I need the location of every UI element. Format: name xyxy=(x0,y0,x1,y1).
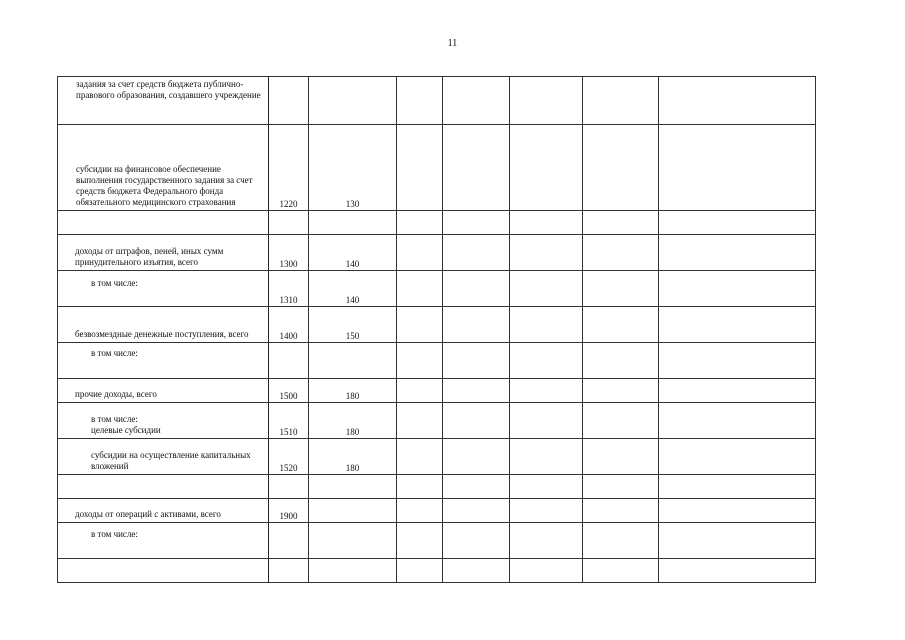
table-row xyxy=(58,211,816,235)
table-row xyxy=(58,77,816,125)
line-code: 1310 xyxy=(269,271,309,307)
table-row xyxy=(58,307,816,343)
line-code xyxy=(269,523,309,559)
kosgu-code: 140 xyxy=(309,235,397,271)
row-label xyxy=(58,412,268,438)
row-label: доходы от операций с активами, всего xyxy=(75,509,221,519)
table-row xyxy=(58,559,816,583)
row-label: субсидии на осуществление капитальных вложений xyxy=(91,450,251,471)
line-code xyxy=(269,559,309,583)
table-row xyxy=(58,343,816,379)
row-label: безвозмездные денежные поступления, всего xyxy=(75,329,249,339)
kosgu-code: 140 xyxy=(309,271,397,307)
kosgu-code xyxy=(309,499,397,523)
line-code: 1300 xyxy=(269,235,309,271)
line-code xyxy=(269,343,309,379)
line-code: 1400 xyxy=(269,307,309,343)
kosgu-code: 180 xyxy=(309,403,397,439)
row-label-intro: в том числе: xyxy=(91,414,138,424)
line-code: 1500 xyxy=(269,379,309,403)
kosgu-code xyxy=(309,77,397,125)
table-row xyxy=(58,235,816,271)
table-row xyxy=(58,499,816,523)
table-row xyxy=(58,125,816,211)
table-row xyxy=(58,271,816,307)
row-label: прочие доходы, всего xyxy=(75,389,157,399)
row-label: в том числе: xyxy=(91,278,138,288)
kosgu-code xyxy=(309,211,397,235)
kosgu-code xyxy=(309,475,397,499)
line-code: 1510 xyxy=(269,403,309,439)
row-label xyxy=(58,494,268,498)
kosgu-code xyxy=(309,343,397,379)
budget-table xyxy=(57,76,816,583)
line-code: 1900 xyxy=(269,499,309,523)
row-label-item: целевые субсидии xyxy=(91,425,161,435)
line-code xyxy=(269,77,309,125)
table-row xyxy=(58,523,816,559)
table-row xyxy=(58,439,816,475)
line-code xyxy=(269,475,309,499)
kosgu-code xyxy=(309,523,397,559)
row-label: задания за счет средств бюджета публично-правового образования, создавшего учреждение xyxy=(76,79,261,100)
row-label xyxy=(58,230,268,234)
page-number: 11 xyxy=(447,38,458,49)
line-code: 1220 xyxy=(269,125,309,211)
kosgu-code: 180 xyxy=(309,439,397,475)
table-row xyxy=(58,475,816,499)
row-label: в том числе: xyxy=(91,529,138,539)
line-code: 1520 xyxy=(269,439,309,475)
kosgu-code: 130 xyxy=(309,125,397,211)
row-label: доходы от штрафов, пеней, иных сумм принудительного изъятия, всего xyxy=(75,246,224,267)
kosgu-code: 150 xyxy=(309,307,397,343)
line-code xyxy=(269,211,309,235)
table-row xyxy=(58,403,816,439)
row-label: в том числе: xyxy=(91,348,138,358)
row-label xyxy=(58,578,268,582)
kosgu-code: 180 xyxy=(309,379,397,403)
row-label: субсидии на финансовое обеспечение выполнения государственного задания за счет средств бюджета Федерального фонда обязательного медицинского страхования xyxy=(76,164,253,207)
kosgu-code xyxy=(309,559,397,583)
table-row xyxy=(58,379,816,403)
